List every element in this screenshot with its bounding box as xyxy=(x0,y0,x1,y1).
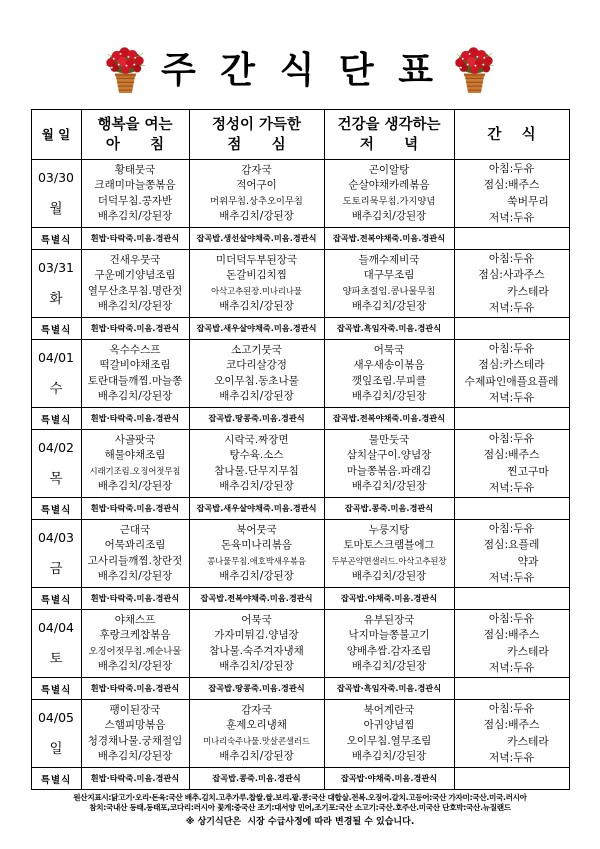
snack-item: 저녁:두유 xyxy=(488,481,535,494)
menu-item: 적어구이 xyxy=(236,179,277,191)
snack-item: 점심:배주스 xyxy=(483,178,540,191)
menu-item: 북어계란국 xyxy=(363,703,415,716)
snack-item: 저녁:두유 xyxy=(488,571,535,584)
menu-item: 토마토스크램블에그 xyxy=(343,539,435,551)
menu-item: 오이무침.열무조림 xyxy=(346,734,432,747)
date-cell xyxy=(31,520,81,588)
snack-item: 점심:카스테라 xyxy=(478,358,545,371)
day-row-04/04 xyxy=(31,610,569,678)
menu-item: 양배추쌈.감자조림 xyxy=(346,644,432,657)
snack-item: 카스테라 xyxy=(507,734,549,748)
menu-item: 훈제오리냉채 xyxy=(226,719,287,731)
rose-bouquet-icon xyxy=(451,44,498,97)
day-row-04/01 xyxy=(31,340,569,408)
menu-item: 미더덕두부된장국 xyxy=(215,253,298,266)
date-cell xyxy=(31,700,81,768)
menu-table xyxy=(31,109,570,790)
menu-item: 배추김치/강된장 xyxy=(219,300,294,312)
snack-item: 약과 xyxy=(517,554,539,568)
menu-item: 어묵꽈리조림 xyxy=(104,539,166,551)
menu-item: 배추김치/강된장 xyxy=(219,390,294,402)
menu-item: 배추김치/강된장 xyxy=(97,480,173,492)
special-meal-label: 특별식 xyxy=(31,588,81,610)
special-lunch-cell: 잡곡밥.땅콩죽.미음.경관식 xyxy=(189,678,324,700)
menu-item: 배추김치/강된장 xyxy=(351,570,427,582)
snack-item: 저녁:두유 xyxy=(488,751,535,764)
page-footer xyxy=(2,793,598,827)
date-cell xyxy=(31,250,81,318)
special-dinner-cell: 잡곡밥.콩죽.미음.경관식 xyxy=(324,498,454,520)
snack-item: 쑥버무리 xyxy=(507,194,549,208)
menu-item: 건새우뭇국 xyxy=(109,253,161,266)
special-dinner-cell: 잡곡밥.흑임자죽.미음.경관식 xyxy=(324,318,454,340)
menu-item: 참나물.단무지무침 xyxy=(214,464,299,477)
menu-item: 옥수수스프 xyxy=(109,343,161,356)
snack-item: 점심:배주스 xyxy=(483,448,540,461)
column-header-date xyxy=(31,110,81,160)
special-snack-empty-cell xyxy=(454,228,569,250)
menu-item: 새우새송이볶음 xyxy=(353,359,425,371)
weekday-label: 일 xyxy=(49,741,63,757)
snack-item: 아침:두유 xyxy=(488,701,535,715)
menu-item: 오이무침.동초나물 xyxy=(214,374,299,387)
snack-item: 아침:두유 xyxy=(488,341,535,355)
breakfast-menu-cell xyxy=(81,340,189,408)
weekday-label: 월 xyxy=(49,201,63,217)
special-lunch-cell: 잡곡밥.전복야채죽.미음.경관식 xyxy=(189,588,324,610)
breakfast-menu-cell xyxy=(81,160,189,228)
rose-bouquet-icon xyxy=(102,44,149,97)
day-row-04/03 xyxy=(31,520,569,588)
menu-item: 황태뭇국 xyxy=(114,163,156,176)
menu-item: 배추김치/강된장 xyxy=(219,570,294,582)
menu-item: 삼치살구이.양념장 xyxy=(346,449,432,461)
column-header-lunch xyxy=(189,110,324,160)
snack-item: 점심:사과주스 xyxy=(478,268,545,281)
special-meal-row-03/30 xyxy=(31,228,569,250)
dinner-menu-cell xyxy=(324,160,454,228)
snack-item: 점심:배주스 xyxy=(483,718,540,731)
menu-item: 돈갈비김치찜 xyxy=(226,269,287,281)
date-label: 03/30 xyxy=(37,170,75,185)
menu-item: 배추김치/강된장 xyxy=(97,660,173,672)
dinner-menu-cell xyxy=(324,610,454,678)
special-meal-row-04/01 xyxy=(31,408,569,430)
special-breakfast-cell: 흰밥·타락죽.미음.경관식 xyxy=(81,678,189,700)
menu-item: 미나리숙주나물.맛살콘샐러드 xyxy=(203,735,310,746)
snack-menu-cell xyxy=(454,520,569,588)
snack-item: 아침:두유 xyxy=(488,431,535,445)
menu-item: 열무산초무침.명란젓 xyxy=(87,284,183,297)
origin-info-line-1: 원산지표시:닭고기·오리·돈육:국산 배추.김치.고추가루.찹쌀.쌀.보리.팥.콩:국산 대합살.전복.오징어.갈치.고등어:국산 가자미:국산.미국.러시아 xyxy=(73,793,527,802)
snack-item: 점심:요플레 xyxy=(483,538,540,551)
snack-item: 저녁:두유 xyxy=(488,661,535,674)
special-snack-empty-cell xyxy=(454,588,569,610)
special-meal-row-04/02 xyxy=(31,498,569,520)
menu-item: 순살야채카레볶음 xyxy=(348,179,430,191)
breakfast-menu-cell xyxy=(81,610,189,678)
menu-item: 탕수육.소스 xyxy=(229,449,284,461)
menu-item: 유부된장국 xyxy=(363,613,415,626)
special-breakfast-cell: 흰밥·타락죽.미음.경관식 xyxy=(81,768,189,790)
special-breakfast-cell: 흰밥·타락죽.미음.경관식 xyxy=(81,228,189,250)
menu-item: 어묵국 xyxy=(241,613,272,626)
special-dinner-cell: 잡곡밥.전복야채죽.미음.경관식 xyxy=(324,228,454,250)
lunch-menu-cell xyxy=(189,520,324,588)
snack-menu-cell xyxy=(454,160,569,228)
menu-item: 배추김치/강된장 xyxy=(351,390,427,402)
breakfast-menu-cell xyxy=(81,250,189,318)
lunch-menu-cell xyxy=(189,160,324,228)
date-cell xyxy=(31,340,81,408)
menu-item: 배추김치/강된장 xyxy=(97,570,173,582)
special-breakfast-cell: 흰밥·타락죽.미음.경관식 xyxy=(81,408,189,430)
special-snack-empty-cell xyxy=(454,678,569,700)
date-cell xyxy=(31,160,81,228)
lunch-menu-cell xyxy=(189,250,324,318)
special-breakfast-cell: 흰밥·타락죽.미음.경관식 xyxy=(81,498,189,520)
column-header-date-label: 월 일 xyxy=(41,126,71,142)
snack-item: 아침:두유 xyxy=(488,521,535,535)
special-dinner-cell: 잡곡밥·야채죽.미음.경관식 xyxy=(324,768,454,790)
date-label: 04/01 xyxy=(37,350,75,365)
column-header-breakfast-line2: 아 침 xyxy=(105,136,165,153)
menu-item: 스햄피망볶음 xyxy=(104,719,166,731)
snack-item: 수제파인애플요플레 xyxy=(464,374,559,388)
column-header-dinner xyxy=(324,110,454,160)
menu-item: 크래미마늘쫑볶음 xyxy=(94,179,176,191)
menu-item: 물만둣국 xyxy=(368,433,410,446)
day-row-03/31 xyxy=(31,250,569,318)
menu-item: 두부곤약면샐러드.아삭고추된장 xyxy=(331,555,447,566)
date-label: 04/05 xyxy=(37,710,75,725)
snack-item: 아침:두유 xyxy=(488,611,535,625)
special-breakfast-cell: 흰밥·타락죽.미음.경관식 xyxy=(81,588,189,610)
special-meal-row-03/31 xyxy=(31,318,569,340)
menu-item: 배추김치/강된장 xyxy=(219,210,294,222)
snack-menu-cell xyxy=(454,340,569,408)
menu-item: 사골팟국 xyxy=(114,433,156,446)
dinner-menu-cell xyxy=(324,700,454,768)
day-row-03/30 xyxy=(31,160,569,228)
page-title: 주 간 식 단 표 xyxy=(160,48,439,91)
snack-item: 점심:배주스 xyxy=(483,628,540,641)
special-lunch-cell: 잡곡밥.새우살야채죽.미음.경관식 xyxy=(189,498,324,520)
column-header-snack-label: 간 식 xyxy=(487,126,536,143)
snack-item: 저녁:두유 xyxy=(488,211,535,224)
column-header-lunch-line1: 정성이 가득한 xyxy=(211,116,302,133)
menu-item: 해물야채조림 xyxy=(104,449,166,461)
dinner-menu-cell xyxy=(324,250,454,318)
lunch-menu-cell xyxy=(189,700,324,768)
column-header-snack xyxy=(454,110,569,160)
menu-item: 시래기조림.오징어젓무침 xyxy=(89,465,181,476)
snack-menu-cell xyxy=(454,610,569,678)
lunch-menu-cell xyxy=(189,610,324,678)
snack-item: 아침:두유 xyxy=(488,251,535,265)
menu-item: 배추김치/강된장 xyxy=(351,660,427,672)
origin-info-line-2: 참치:국내산 동태.동태포,코다리:러시아 꽃게:중국산 조기:대서양 민어,조기포:국산 소고기:국산.호주산.미국산 단호박:국산.뉴질랜드 xyxy=(89,802,511,812)
menu-item: 코다리살강정 xyxy=(226,359,287,371)
menu-item: 낙지마늘쫑불고기 xyxy=(348,629,430,641)
menu-change-note: ※ 상기식단은 시장 수급사정에 따라 변경될 수 있습니다. xyxy=(185,817,415,828)
special-meal-label: 특별식 xyxy=(31,318,81,340)
breakfast-menu-cell xyxy=(81,700,189,768)
special-meal-row-04/04 xyxy=(31,678,569,700)
menu-item: 배추김치/강된장 xyxy=(97,300,173,312)
menu-item: 배추김치/강된장 xyxy=(97,390,173,402)
breakfast-menu-cell xyxy=(81,520,189,588)
menu-item: 후랑크케찹볶음 xyxy=(99,629,171,641)
menu-item: 배추김치/강된장 xyxy=(351,210,427,222)
menu-item: 대구무조림 xyxy=(363,269,415,281)
menu-item: 오징어젓무침.께순나물 xyxy=(88,645,182,657)
special-dinner-cell: 잡곡밥.야채죽.미음.경관식 xyxy=(324,588,454,610)
menu-item: 감자국 xyxy=(241,703,272,716)
date-cell xyxy=(31,430,81,498)
menu-item: 야채스프 xyxy=(114,613,156,626)
menu-item: 감자국 xyxy=(241,163,272,176)
menu-item: 누룽지탕 xyxy=(368,523,410,536)
column-header-dinner-line2: 저 녁 xyxy=(359,136,419,153)
menu-item: 배추김치/강된장 xyxy=(351,300,427,312)
dinner-menu-cell xyxy=(324,520,454,588)
snack-menu-cell xyxy=(454,430,569,498)
breakfast-menu-cell xyxy=(81,430,189,498)
special-meal-row-04/03 xyxy=(31,588,569,610)
special-lunch-cell: 잡곡밥.땅콩죽.미음.경관식 xyxy=(189,408,324,430)
menu-item: 어묵국 xyxy=(373,343,405,356)
menu-item: 토란대들깨찜.마늘쫑 xyxy=(87,374,183,387)
menu-item: 곤이알탕 xyxy=(368,163,410,176)
weekday-label: 토 xyxy=(49,651,63,667)
snack-menu-cell xyxy=(454,250,569,318)
special-meal-label: 특별식 xyxy=(31,498,81,520)
special-snack-empty-cell xyxy=(454,408,569,430)
menu-item: 들깨수제비국 xyxy=(358,253,420,266)
weekday-label: 금 xyxy=(49,561,63,577)
menu-item: 근대국 xyxy=(119,523,151,536)
date-label: 04/03 xyxy=(37,530,75,545)
page-header xyxy=(0,0,600,97)
menu-item: 배추김치/강된장 xyxy=(219,480,294,492)
menu-item: 구운메기양념조림 xyxy=(94,269,176,281)
special-snack-empty-cell xyxy=(454,768,569,790)
menu-item: 아삭고추된장.미나리나물 xyxy=(211,285,302,296)
column-header-dinner-line1: 건강을 생각하는 xyxy=(337,116,441,133)
special-dinner-cell: 잡곡밥·흑임자죽.미음.경관식 xyxy=(324,678,454,700)
menu-item: 배추김치/강된장 xyxy=(219,660,294,672)
menu-item: 더덕무침.콩자반 xyxy=(97,194,173,207)
snack-item: 카스테라 xyxy=(507,284,549,298)
date-label: 04/04 xyxy=(37,620,75,635)
menu-item: 양파초절임.콩나물무침 xyxy=(342,285,436,297)
special-dinner-cell: 잡곡밥.전복야채죽.미음.경관식 xyxy=(324,408,454,430)
date-cell xyxy=(31,610,81,678)
special-meal-label: 특별식 xyxy=(31,678,81,700)
special-meal-row-04/05 xyxy=(31,768,569,790)
menu-item: 북어뭇국 xyxy=(236,523,277,536)
menu-item: 깻잎조림.무피클 xyxy=(351,374,427,387)
menu-item: 마늘쫑볶음.파래김 xyxy=(346,464,432,477)
menu-item: 시락국.짜장면 xyxy=(224,433,289,446)
column-header-breakfast xyxy=(81,110,189,160)
special-lunch-cell: 잡곡밥.새우살야채죽.미음.경관식 xyxy=(189,318,324,340)
menu-item: 고사리들깨찜.창란젓 xyxy=(87,554,183,567)
weekday-label: 목 xyxy=(49,471,63,487)
menu-item: 가자미튀김.양념장 xyxy=(214,629,299,641)
special-snack-empty-cell xyxy=(454,498,569,520)
menu-item: 배추김치/강된장 xyxy=(97,750,173,762)
snack-item: 카스테라 xyxy=(507,644,549,658)
menu-item: 소고기뭇국 xyxy=(231,343,282,356)
date-label: 04/02 xyxy=(37,440,75,455)
special-snack-empty-cell xyxy=(454,318,569,340)
menu-item: 팽이된장국 xyxy=(109,703,161,716)
snack-item: 저녁:두유 xyxy=(488,391,535,404)
special-lunch-cell: 잡곡밥.생선살야채죽.미음.경관식 xyxy=(189,228,324,250)
snack-item: 아침:두유 xyxy=(488,161,535,175)
menu-item: 콩나물무침.애호박새우볶음 xyxy=(207,555,306,566)
menu-item: 배추김치/강된장 xyxy=(351,750,427,762)
dinner-menu-cell xyxy=(324,340,454,408)
special-meal-label: 특별식 xyxy=(31,228,81,250)
menu-item: 배추김치/강된장 xyxy=(219,750,294,762)
column-header-breakfast-line1: 행복을 여는 xyxy=(97,116,173,133)
special-meal-label: 특별식 xyxy=(31,408,81,430)
table-header-row xyxy=(31,110,569,160)
special-breakfast-cell: 흰밥·타락죽.미음.경관식 xyxy=(81,318,189,340)
date-label: 03/31 xyxy=(37,260,75,275)
menu-item: 청경채나물.궁채절임 xyxy=(87,734,183,747)
special-lunch-cell: 잡곡밥.콩죽.미음.경관식 xyxy=(189,768,324,790)
menu-item: 아귀양념찜 xyxy=(363,719,415,731)
column-header-lunch-line2: 점 심 xyxy=(227,136,286,153)
menu-item: 떡갈비야채조림 xyxy=(99,359,171,371)
lunch-menu-cell xyxy=(189,340,324,408)
snack-item: 저녁:두유 xyxy=(488,301,535,314)
day-row-04/05 xyxy=(31,700,569,768)
menu-item: 배추김치/강된장 xyxy=(351,480,427,492)
dinner-menu-cell xyxy=(324,430,454,498)
snack-item: 찐고구마 xyxy=(507,464,549,478)
menu-item: 참나물.숙주겨자냉채 xyxy=(209,644,304,657)
menu-item: 돈육미나리볶음 xyxy=(220,539,292,551)
lunch-menu-cell xyxy=(189,430,324,498)
weekday-label: 화 xyxy=(49,291,63,307)
menu-item: 도토리묵무침.가지양념 xyxy=(342,195,436,207)
day-row-04/02 xyxy=(31,430,569,498)
weekday-label: 수 xyxy=(49,381,63,397)
snack-menu-cell xyxy=(454,700,569,768)
special-meal-label: 특별식 xyxy=(31,768,81,790)
menu-item: 머위무침.상추오이무침 xyxy=(210,195,303,207)
menu-item: 배추김치/강된장 xyxy=(97,210,173,222)
